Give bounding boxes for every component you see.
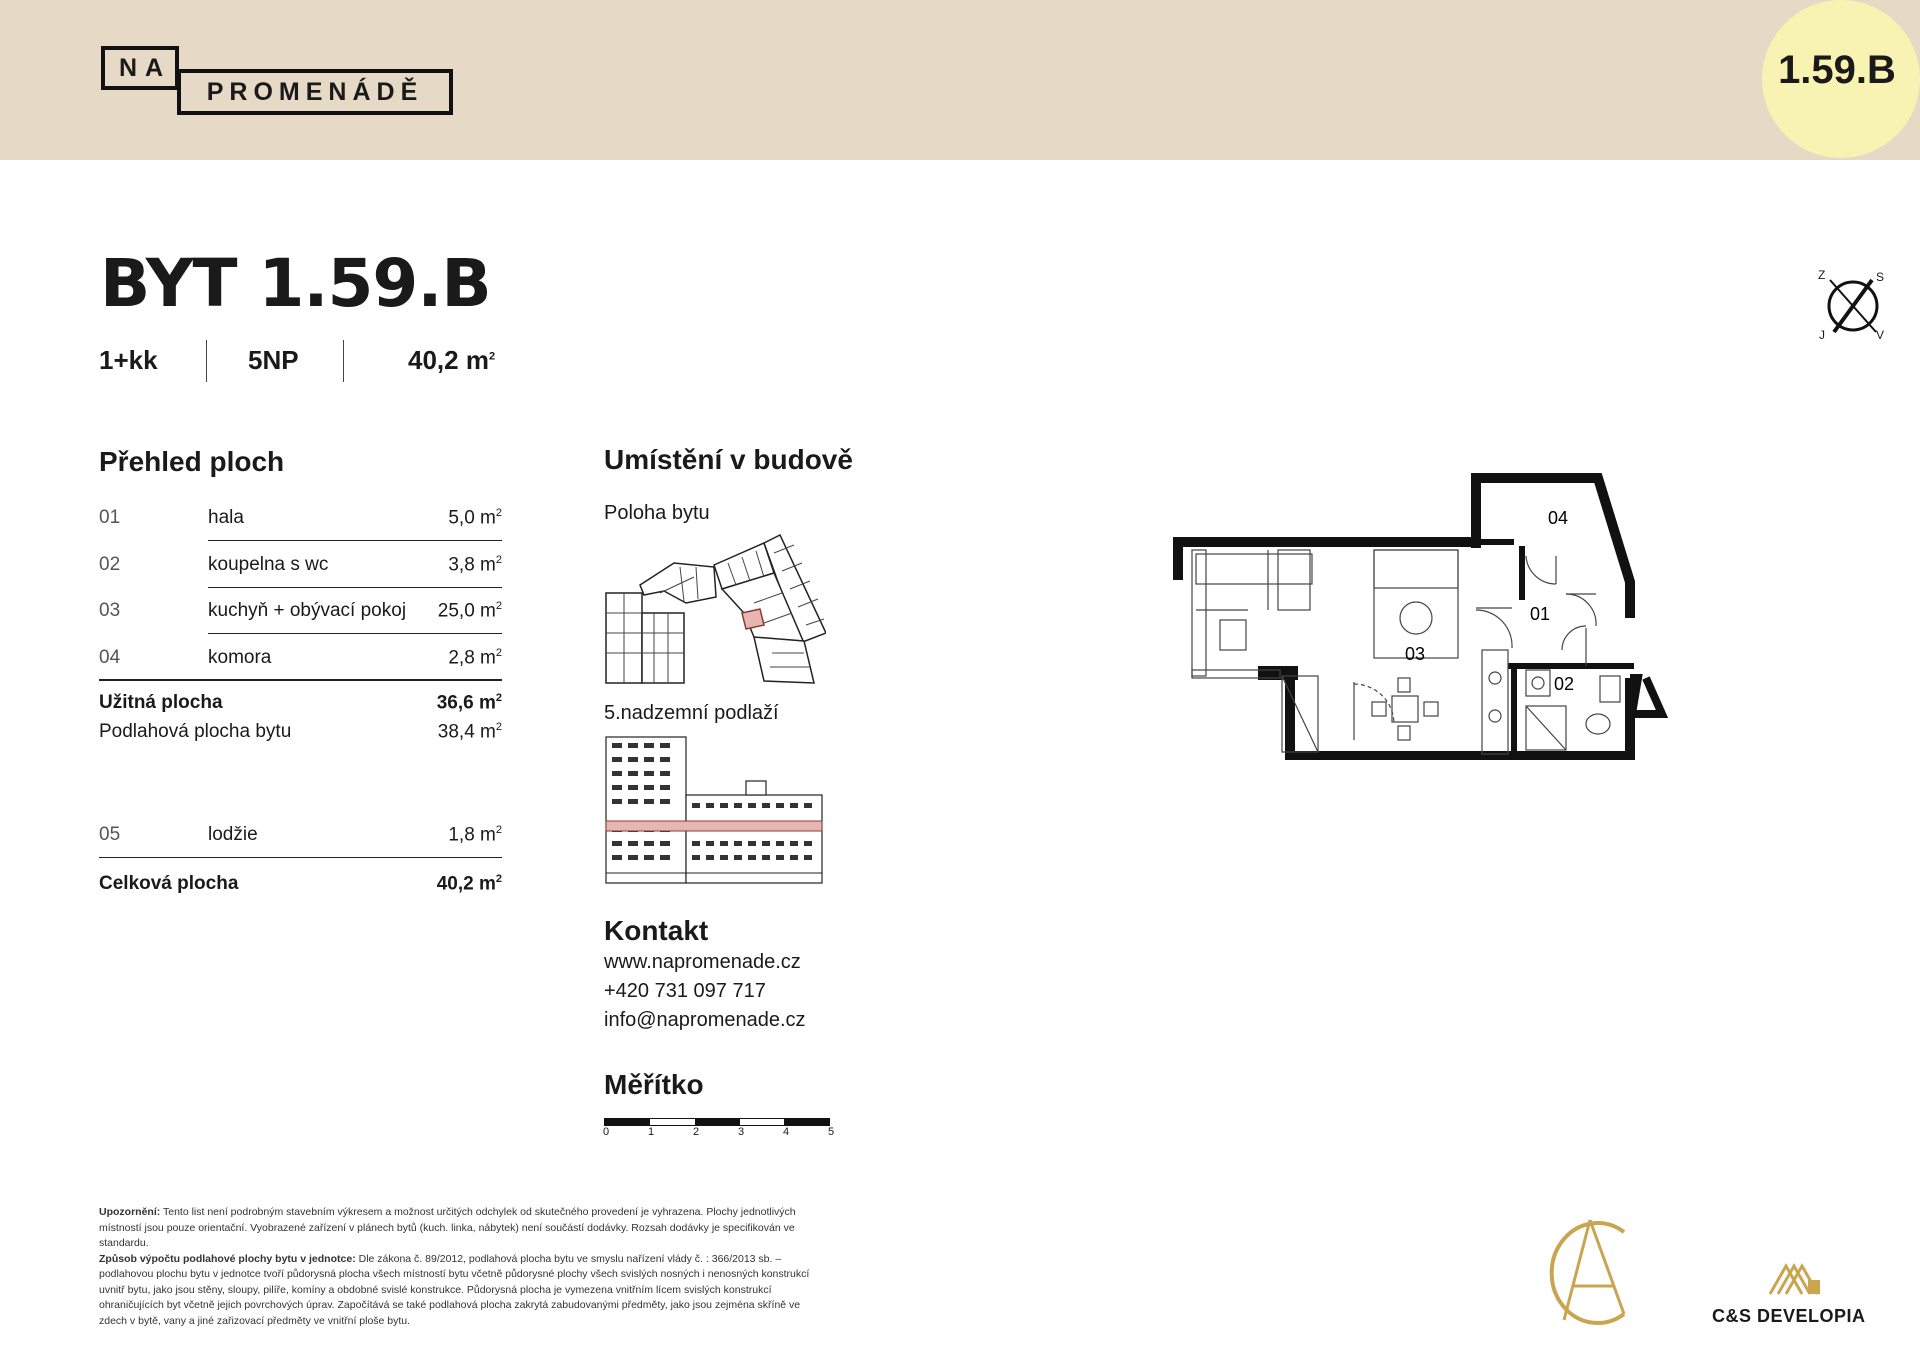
- compass-z: Z: [1818, 268, 1826, 282]
- logo-promenade: [177, 69, 453, 115]
- usable-value-text: 36,6 m: [436, 692, 496, 714]
- logo-text-promenade: PROMENÁDĚ: [206, 78, 424, 106]
- floor-area-label: Podlahová plocha bytu: [99, 721, 292, 742]
- row-area-value: 1,8 m: [448, 824, 496, 846]
- legal-note: [99, 1205, 823, 1329]
- compass-v: V: [1876, 328, 1885, 342]
- room-label-03: 03: [1405, 644, 1426, 664]
- row-area-sup: 2: [495, 824, 502, 836]
- table-row: [99, 542, 502, 588]
- page-title: BYT 1.59.B: [100, 245, 491, 322]
- floor-level-label: 5.nadzemní podlaží: [604, 702, 779, 724]
- row-number: 02: [99, 554, 121, 575]
- usable-value-sup: 2: [495, 692, 502, 704]
- total-label: Celková plocha: [99, 873, 239, 894]
- unit-highlight: [742, 609, 764, 629]
- room-label-02: 02: [1554, 674, 1575, 694]
- scale-tick: 4: [783, 1126, 790, 1138]
- row-name: komora: [208, 647, 272, 668]
- scale-heading: Měřítko: [604, 1069, 704, 1100]
- row-divider: [99, 679, 502, 681]
- note-method-text: Dle zákona č. 89/2012, podlahová plocha bytu ve smyslu nařízení vlády č. : 366/2013 sb. – podlahovou plochu bytu v jednotce tvoří půdorysná plocha všech místností bytu včetně půdorysné plochy všech svislých nosných i nenosných konstrukcí uvnitř bytu, jako jsou stěny, sloupy, pilíře, komíny a obdobné svislé konstrukce. Půdorysná plocha je vymezena vnitřním lícem svislých konstrukcí ohraničujících byt včetně jejich povrchových úprav. Započítává se také podlahová plocha zakrytá zabudovanými předměty, jako jsou zejména skříně ve zdech v bytě, vany a jiné zařizovací předměty ve vnitřní ploše bytu.: [99, 1252, 810, 1327]
- usable-value: [420, 692, 502, 714]
- meta-area-sup: 2: [488, 350, 496, 363]
- compass-j: J: [1819, 328, 1825, 342]
- building-position-map: [604, 533, 826, 689]
- table-row: [99, 635, 502, 681]
- row-area-value: 25,0 m: [437, 600, 496, 622]
- row-area-value: 3,8 m: [448, 554, 496, 576]
- meta-floor: 5NP: [248, 345, 299, 375]
- table-row: [99, 812, 502, 858]
- contact-heading: Kontakt: [604, 915, 709, 946]
- room-label-01: 01: [1530, 604, 1551, 624]
- row-name: lodžie: [208, 824, 258, 845]
- scale-tick: 1: [648, 1126, 655, 1138]
- position-label: Poloha bytu: [604, 502, 710, 524]
- scale-segment: [605, 1119, 650, 1125]
- row-divider: [208, 540, 502, 541]
- contact-email-link[interactable]: info@napromenade.cz: [604, 1009, 806, 1031]
- meta-divider: [206, 340, 207, 382]
- meta-layout: 1+kk: [99, 345, 158, 375]
- note-warning-label: Upozornění:: [99, 1206, 161, 1218]
- row-number: 03: [99, 600, 121, 621]
- floor-area-value-sup: 2: [495, 721, 502, 733]
- scale-bar: [604, 1118, 830, 1126]
- location-heading: Umístění v budově: [604, 444, 853, 475]
- scale-tick: 3: [738, 1126, 745, 1138]
- developer-logo-icon: [1768, 1258, 1824, 1296]
- compass-s: S: [1876, 270, 1885, 284]
- building-elevation: [604, 733, 824, 885]
- row-number: 05: [99, 824, 121, 845]
- room-label-04: 04: [1548, 508, 1569, 528]
- row-area-sup: 2: [495, 647, 502, 659]
- meta-area-value: 40,2 m: [408, 345, 489, 375]
- row-area: [448, 647, 502, 669]
- logo-text-na: NA: [119, 54, 172, 82]
- floor-highlight: [606, 821, 822, 831]
- floor-plan: [1168, 470, 1686, 760]
- scale-segment: [784, 1119, 829, 1125]
- overview-heading: Přehled ploch: [99, 446, 285, 477]
- total-value-sup: 2: [495, 873, 502, 885]
- developer-name: C&S DEVELOPIA: [1712, 1306, 1866, 1326]
- row-area-sup: 2: [495, 507, 502, 519]
- contact-phone-link[interactable]: +420 731 097 717: [604, 980, 766, 1002]
- row-name: hala: [208, 507, 244, 528]
- row-area: [448, 824, 502, 846]
- total-value-text: 40,2 m: [436, 873, 496, 895]
- logo-na: [101, 46, 179, 90]
- note-method-label: Způsob výpočtu podlahové plochy bytu v jednotce:: [99, 1252, 356, 1265]
- row-divider: [99, 857, 502, 858]
- row-number: 01: [99, 507, 121, 528]
- row-area: [448, 507, 502, 529]
- table-row: [99, 495, 502, 541]
- row-number: 04: [99, 647, 121, 668]
- scale-segment: [695, 1119, 740, 1125]
- row-area-value: 5,0 m: [448, 507, 496, 529]
- unit-badge-text: 1.59.B: [1778, 48, 1896, 92]
- row-area-sup: 2: [495, 600, 502, 612]
- row-name: koupelna s wc: [208, 554, 329, 575]
- table-row: [99, 588, 502, 634]
- meta-area: [408, 345, 495, 376]
- note-warning-text: Tento list není podrobným stavebním výkresem a možnost určitých odchylek od skutečného provedení je vyhrazena. Plochy jednotlivých místností jsou pouze orientační. Vyobrazené zařízení v plánech bytů (kuch. linka, nábytek) není součástí dodávky. Rozsah dodávky je specifikován ve standardu.: [99, 1206, 796, 1249]
- meta-divider: [343, 340, 344, 382]
- row-area-sup: 2: [495, 554, 502, 566]
- scale-tick: 0: [603, 1126, 610, 1138]
- scale-tick: 2: [693, 1126, 700, 1138]
- contact-web-link[interactable]: www.napromenade.cz: [604, 951, 801, 973]
- row-area-value: 2,8 m: [448, 647, 496, 669]
- floor-area-value-text: 38,4 m: [437, 721, 496, 743]
- usable-label: Užitná plocha: [99, 692, 223, 713]
- gold-monogram-logo: [1540, 1216, 1636, 1328]
- total-value: [420, 873, 502, 895]
- scale-tick: 5: [828, 1126, 835, 1138]
- row-area: [438, 600, 502, 622]
- row-area: [448, 554, 502, 576]
- row-name: kuchyň + obývací pokoj: [208, 600, 407, 621]
- floor-area-value: [420, 721, 502, 743]
- row-divider: [208, 633, 502, 634]
